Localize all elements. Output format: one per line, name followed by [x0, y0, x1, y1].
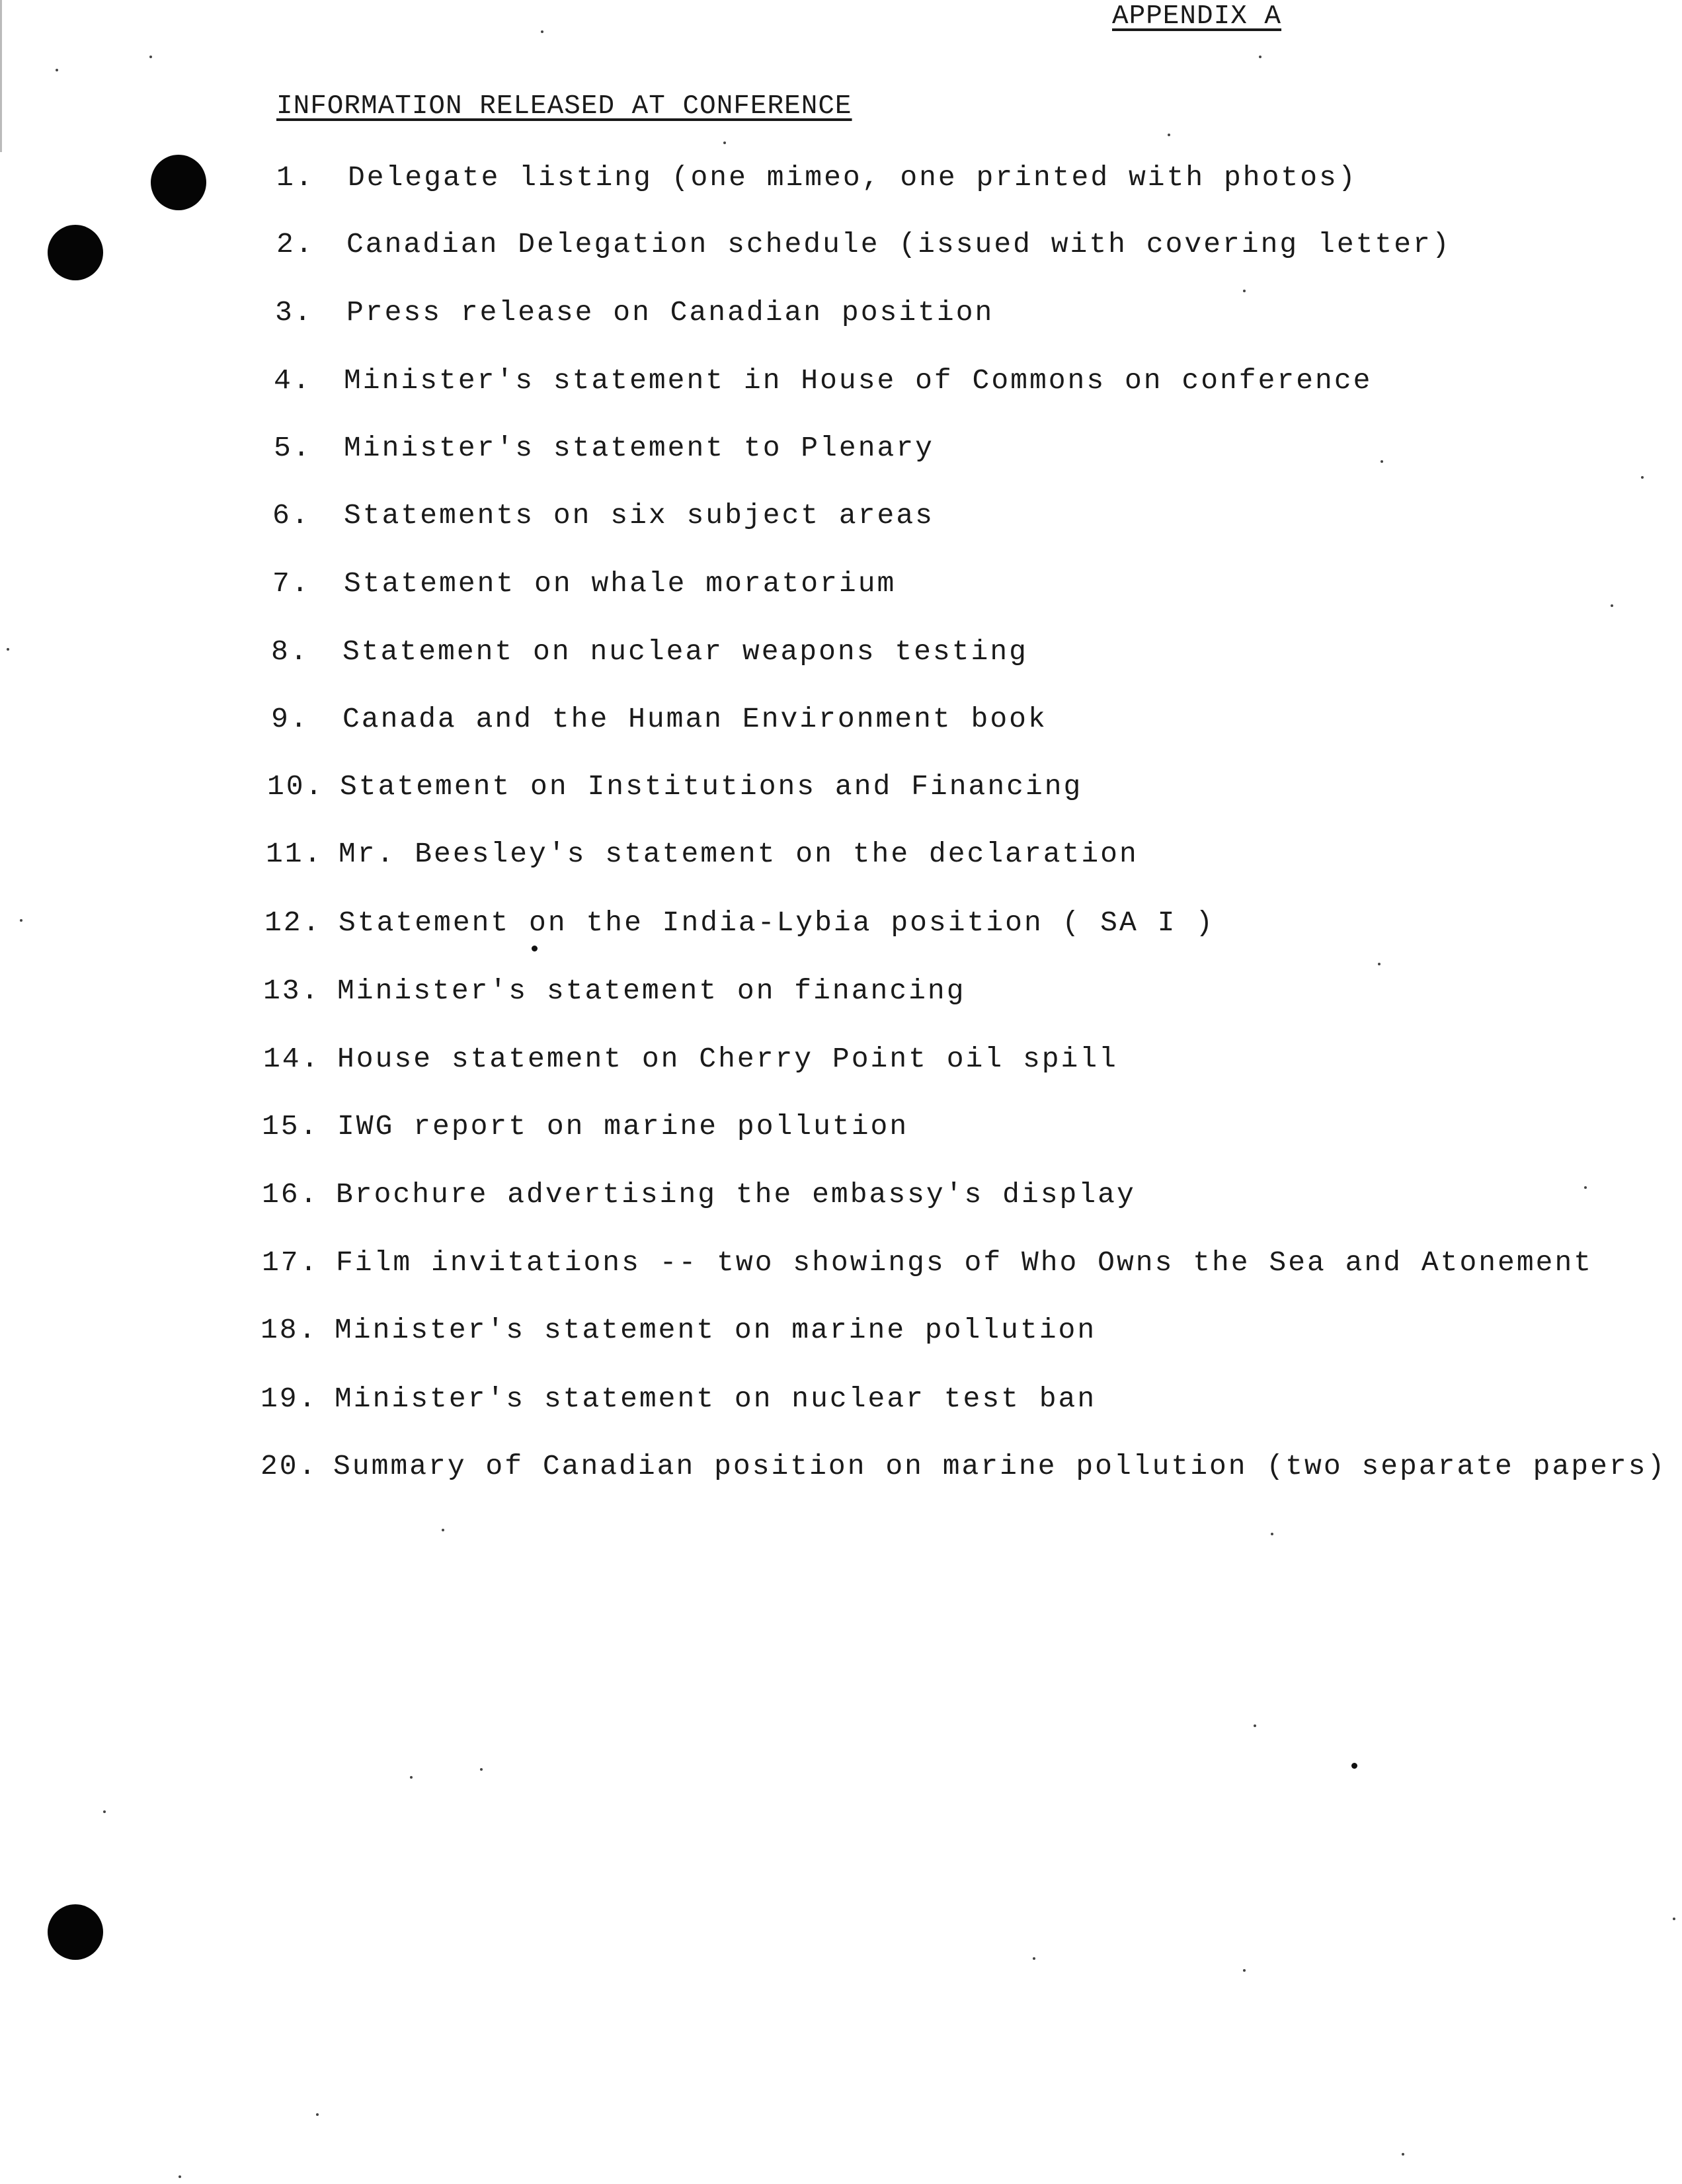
item-text: Press release on Canadian position	[346, 296, 994, 329]
stray-mark	[1254, 1724, 1256, 1727]
item-number: 17.	[262, 1246, 319, 1279]
stray-mark	[532, 946, 538, 951]
stray-mark	[56, 69, 58, 71]
item-number: 16.	[262, 1178, 319, 1211]
stray-mark	[1259, 56, 1262, 58]
item-text: Minister's statement in House of Commons on conference	[344, 364, 1373, 397]
item-number: 5.	[274, 432, 312, 464]
stray-mark	[1033, 1957, 1035, 1960]
stray-mark	[480, 1768, 483, 1771]
item-text: Minister's statement on financing	[337, 975, 966, 1007]
page-edge-shadow	[0, 0, 2, 152]
stray-mark	[1271, 1533, 1273, 1535]
stray-mark	[316, 2113, 319, 2116]
stray-mark	[1381, 460, 1383, 463]
item-text: Statement on nuclear weapons testing	[342, 635, 1028, 668]
item-number: 18.	[260, 1314, 318, 1346]
item-text: Delegate listing (one mimeo, one printed with photos)	[348, 161, 1357, 194]
appendix-label: APPENDIX A	[1112, 1, 1282, 32]
punch-hole-top	[151, 155, 206, 210]
item-number: 3.	[275, 296, 313, 329]
item-number: 2.	[276, 228, 315, 261]
stray-mark	[1611, 604, 1613, 607]
item-number: 1.	[276, 161, 315, 194]
item-number: 14.	[263, 1043, 321, 1075]
item-text: Statements on six subject areas	[344, 499, 934, 532]
item-text: Film invitations -- two showings of Who Owns the Sea and Atonement	[336, 1246, 1593, 1279]
item-number: 6.	[272, 499, 311, 532]
item-number: 8.	[271, 635, 309, 668]
stray-mark	[723, 142, 726, 144]
item-text: Statement on the India-Lybia position ( SA I )	[339, 907, 1215, 939]
item-number: 13.	[263, 975, 321, 1007]
stray-mark	[410, 1776, 413, 1779]
item-text: Minister's statement on nuclear test ban	[335, 1383, 1097, 1415]
document-title: INFORMATION RELEASED AT CONFERENCE	[276, 91, 852, 122]
item-text: Statement on whale moratorium	[344, 567, 897, 600]
punch-hole-upper	[48, 225, 103, 280]
stray-mark	[442, 1529, 444, 1531]
stray-mark	[1673, 1918, 1675, 1920]
stray-mark	[103, 1810, 106, 1813]
item-text: Mr. Beesley's statement on the declaration	[339, 838, 1139, 870]
punch-hole-lower	[48, 1904, 103, 1960]
stray-mark	[1243, 1969, 1246, 1972]
stray-mark	[541, 30, 543, 33]
item-text: Summary of Canadian position on marine pollution (two separate papers)	[333, 1450, 1667, 1482]
item-number: 7.	[272, 567, 311, 600]
item-number: 12.	[264, 907, 322, 939]
item-number: 10.	[267, 770, 325, 803]
stray-mark	[1351, 1763, 1357, 1769]
item-text: Minister's statement to Plenary	[344, 432, 934, 464]
stray-mark	[179, 2175, 181, 2178]
stray-mark	[1243, 290, 1246, 292]
item-number: 20.	[260, 1450, 318, 1482]
item-number: 15.	[262, 1110, 319, 1143]
item-text: Canada and the Human Environment book	[342, 703, 1047, 735]
item-number: 19.	[260, 1383, 318, 1415]
stray-mark	[1402, 2153, 1404, 2156]
stray-mark	[1378, 963, 1381, 965]
stray-mark	[7, 648, 9, 651]
item-text: Canadian Delegation schedule (issued with covering letter)	[346, 228, 1451, 261]
stray-mark	[1641, 476, 1644, 479]
item-text: Minister's statement on marine pollution	[335, 1314, 1097, 1346]
stray-mark	[149, 56, 152, 58]
item-text: Brochure advertising the embassy's display	[336, 1178, 1136, 1211]
item-text: Statement on Institutions and Financing	[340, 770, 1083, 803]
item-number: 9.	[271, 703, 309, 735]
stray-mark	[1168, 134, 1170, 136]
stray-mark	[20, 919, 22, 922]
item-text: IWG report on marine pollution	[337, 1110, 909, 1143]
stray-mark	[1584, 1186, 1587, 1189]
item-number: 11.	[266, 838, 323, 870]
item-number: 4.	[274, 364, 312, 397]
item-text: House statement on Cherry Point oil spill	[337, 1043, 1118, 1075]
